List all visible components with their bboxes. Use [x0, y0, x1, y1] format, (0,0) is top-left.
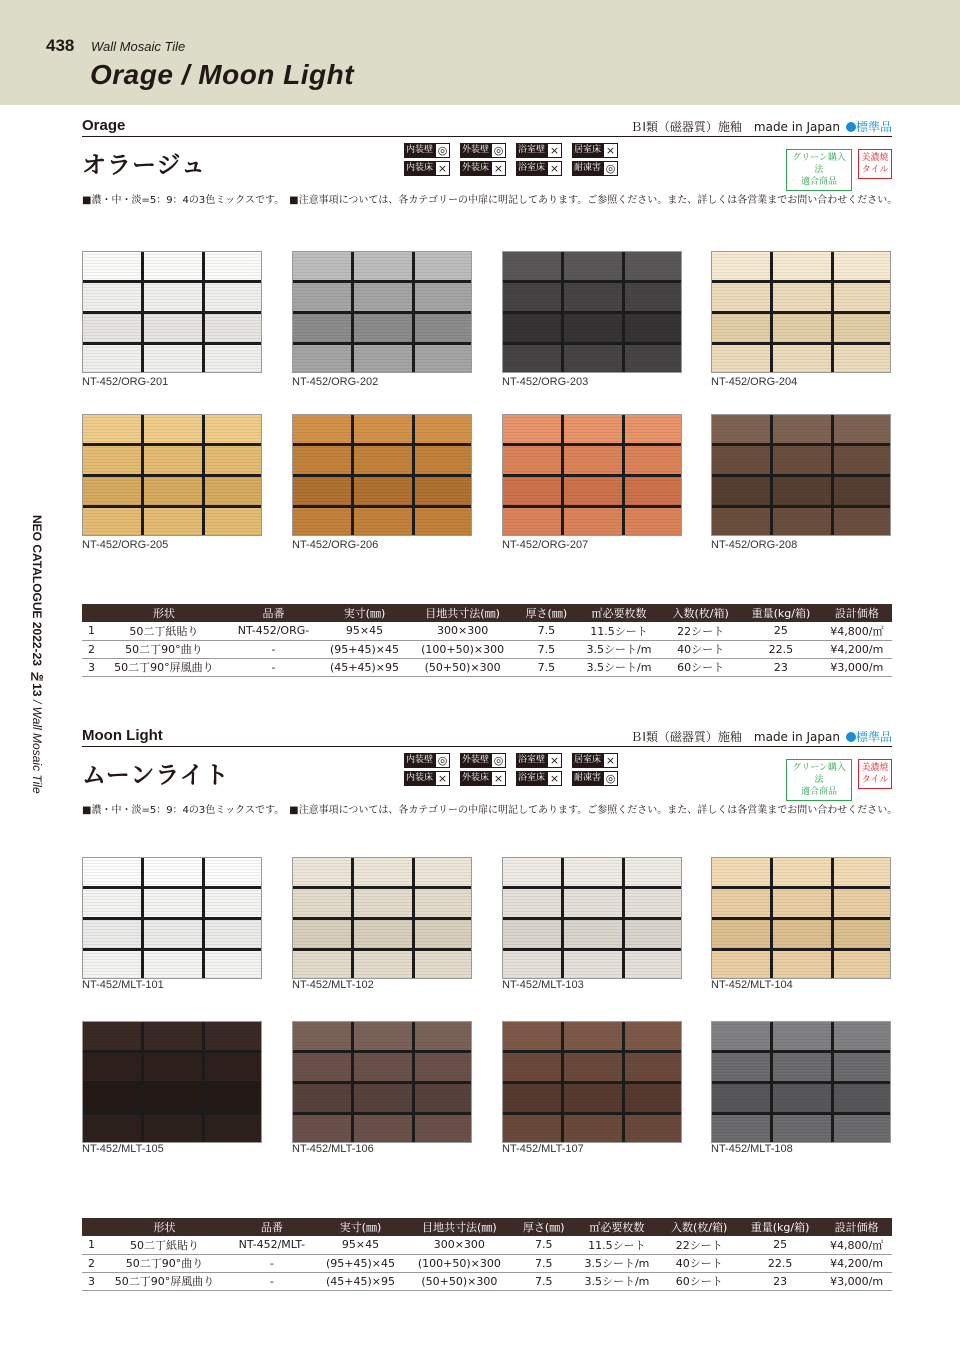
- tile-swatch: [82, 1021, 262, 1143]
- usage-mark: ◎: [491, 143, 506, 158]
- usage-label: 浴室壁: [516, 753, 547, 768]
- page-title: Orage / Moon Light: [90, 59, 355, 90]
- tile-swatch: [292, 414, 472, 536]
- usage-item: [516, 771, 562, 786]
- page-number: 438: [46, 36, 75, 55]
- table-cell: (45+45)×95: [320, 658, 410, 676]
- table-cell: 25: [739, 1236, 821, 1254]
- table-cell: 40シート: [661, 640, 740, 658]
- column-header: [82, 1218, 101, 1236]
- usage-item: [516, 143, 562, 158]
- usage-mark: ×: [603, 753, 618, 768]
- usage-label: 内装壁: [404, 143, 435, 158]
- column-header: 重量(kg/箱): [739, 1218, 821, 1236]
- tile-swatch: [502, 251, 682, 373]
- table-cell: ¥4,800/㎡: [821, 1236, 892, 1254]
- column-header: ㎡必要枚数: [574, 1218, 659, 1236]
- spec-table-moon-light: [82, 1218, 892, 1291]
- usage-label: 耐凍害: [572, 161, 603, 176]
- table-cell: (95+45)×45: [315, 1254, 405, 1272]
- table-cell: 3: [82, 658, 100, 676]
- section-name-en: Moon Light: [82, 727, 163, 744]
- section-name-en: Orage: [82, 117, 126, 134]
- table-cell: 300×300: [409, 622, 516, 640]
- column-header: 目地共寸法(㎜): [406, 1218, 514, 1236]
- spec-table-orage: [82, 604, 892, 677]
- green-purchase-badge: [786, 759, 852, 801]
- usage-label: 居室床: [572, 143, 603, 158]
- table-cell: 50二丁90°曲り: [100, 640, 227, 658]
- usage-mark: ◎: [435, 143, 450, 158]
- table-cell: 23: [740, 658, 822, 676]
- table-cell: 7.5: [516, 640, 577, 658]
- badge-green-line2: 適合商品: [800, 787, 837, 797]
- usage-item: [404, 143, 450, 158]
- usage-mark: ×: [547, 143, 562, 158]
- tile-swatch: [711, 1021, 891, 1143]
- table-cell: (50+50)×300: [406, 1272, 514, 1290]
- column-header: 重量(kg/箱): [740, 604, 822, 622]
- tile-code: NT-452/MLT-104: [711, 979, 793, 991]
- tile-swatch: [711, 857, 891, 979]
- tile-code: NT-452/ORG-203: [502, 376, 589, 388]
- standard-dot-icon: [846, 122, 856, 132]
- badge-red-line1: 美濃焼: [861, 153, 889, 163]
- usage-mark: ×: [547, 753, 562, 768]
- table-cell: ¥4,800/㎡: [822, 622, 892, 640]
- table-cell: -: [227, 658, 319, 676]
- badge-green-line2: 適合商品: [800, 177, 837, 187]
- usage-label: 浴室床: [516, 161, 547, 176]
- column-header: 厚さ(㎜): [513, 1218, 574, 1236]
- usage-mark: ◎: [435, 753, 450, 768]
- table-cell: 50二丁紙貼り: [101, 1236, 229, 1254]
- table-cell: 2: [82, 1254, 101, 1272]
- side-label-bold: NEO CATALOGUE 2022-23 №13: [30, 515, 44, 697]
- section-note: ■濃・中・淡=5：9：4の3色ミックスです。 ■注意事項については、各カテゴリーの中扉に明記してあります。ご参照ください。また、詳しくは各営業までお問い合わせください。: [82, 805, 898, 816]
- section-spec: [630, 728, 892, 745]
- usage-item: [572, 143, 618, 158]
- spec-text: ＢⅠ類（磁器質）施釉 made in Japan: [630, 730, 840, 744]
- table-cell: 95×45: [315, 1236, 405, 1254]
- table-cell: 22.5: [739, 1254, 821, 1272]
- table-cell: 60シート: [661, 658, 740, 676]
- column-header: 入数(枚/箱): [661, 604, 740, 622]
- usage-item: [404, 161, 450, 176]
- table-cell: 7.5: [513, 1254, 574, 1272]
- usage-label: 内装壁: [404, 753, 435, 768]
- table-cell: 300×300: [406, 1236, 514, 1254]
- mino-tile-badge: [858, 759, 892, 789]
- tile-swatch: [292, 1021, 472, 1143]
- usage-mark: ×: [603, 143, 618, 158]
- table-cell: 22.5: [740, 640, 822, 658]
- usage-item: [404, 771, 450, 786]
- table-cell: 7.5: [513, 1272, 574, 1290]
- section-spec: [630, 118, 892, 135]
- tile-code: NT-452/ORG-206: [292, 539, 379, 551]
- usage-item: [460, 753, 506, 768]
- table-cell: -: [228, 1272, 315, 1290]
- table-cell: 40シート: [659, 1254, 738, 1272]
- green-purchase-badge: [786, 149, 852, 191]
- usage-mark: ×: [435, 771, 450, 786]
- table-cell: 50二丁90°曲り: [101, 1254, 229, 1272]
- usage-mark: ◎: [491, 753, 506, 768]
- table-header-row: [82, 1218, 892, 1236]
- badge-green-line1: グリーン購入法: [792, 153, 846, 175]
- usage-label: 居室床: [572, 753, 603, 768]
- table-cell: (50+50)×300: [409, 658, 516, 676]
- column-header: 設計価格: [821, 1218, 892, 1236]
- tile-swatch: [82, 251, 262, 373]
- table-cell: 3.5シート/m: [574, 1254, 659, 1272]
- tile-swatch: [502, 414, 682, 536]
- usage-item: [516, 161, 562, 176]
- tile-code: NT-452/MLT-101: [82, 979, 164, 991]
- column-header: 形状: [101, 1218, 229, 1236]
- usage-mark: ×: [547, 161, 562, 176]
- table-cell: (95+45)×45: [320, 640, 410, 658]
- usage-mark: ◎: [603, 771, 618, 786]
- table-cell: 22シート: [659, 1236, 738, 1254]
- standard-label: 標準品: [855, 730, 892, 744]
- usage-mark: ◎: [603, 161, 618, 176]
- table-cell: 2: [82, 640, 100, 658]
- tile-code: NT-452/MLT-108: [711, 1143, 793, 1155]
- usage-item: [572, 753, 618, 768]
- usage-label: 外装床: [460, 161, 491, 176]
- tile-code: NT-452/ORG-204: [711, 376, 798, 388]
- table-cell: 50二丁90°屏風曲り: [101, 1272, 229, 1290]
- table-row: [82, 1236, 892, 1254]
- table-cell: (45+45)×95: [315, 1272, 405, 1290]
- tile-code: NT-452/ORG-202: [292, 376, 379, 388]
- category-label: Wall Mosaic Tile: [91, 39, 186, 54]
- tile-code: NT-452/MLT-105: [82, 1143, 164, 1155]
- tile-code: NT-452/ORG-201: [82, 376, 169, 388]
- tile-swatch: [82, 857, 262, 979]
- column-header: 目地共寸法(㎜): [409, 604, 516, 622]
- table-row: [82, 1272, 892, 1290]
- column-header: ㎡必要枚数: [577, 604, 662, 622]
- column-header: 品番: [227, 604, 319, 622]
- usage-label: 内装床: [404, 161, 435, 176]
- table-cell: -: [227, 640, 319, 658]
- column-header: [82, 604, 100, 622]
- tile-swatch: [711, 251, 891, 373]
- badge-red-line2: タイル: [861, 775, 889, 785]
- standard-label: 標準品: [855, 120, 892, 134]
- standard-dot-icon: [846, 732, 856, 742]
- column-header: 実寸(㎜): [320, 604, 410, 622]
- table-cell: ¥4,200/m: [821, 1254, 892, 1272]
- tile-code: NT-452/ORG-205: [82, 539, 169, 551]
- table-cell: ¥4,200/m: [822, 640, 892, 658]
- table-cell: 25: [740, 622, 822, 640]
- table-cell: 22シート: [661, 622, 740, 640]
- section-moon-light: [82, 723, 898, 823]
- column-header: 設計価格: [822, 604, 892, 622]
- table-cell: 11.5シート: [577, 622, 662, 640]
- table-cell: 60シート: [659, 1272, 738, 1290]
- section-note: ■濃・中・淡=5：9：4の3色ミックスです。 ■注意事項については、各カテゴリーの中扉に明記してあります。ご参照ください。また、詳しくは各営業までお問い合わせください。: [82, 195, 898, 206]
- table-cell: NT-452/MLT-: [228, 1236, 315, 1254]
- table-header-row: [82, 604, 892, 622]
- tile-swatch: [711, 414, 891, 536]
- column-header: 入数(枚/箱): [659, 1218, 738, 1236]
- table-cell: 1: [82, 1236, 101, 1254]
- table-cell: 50二丁紙貼り: [100, 622, 227, 640]
- tile-swatch: [292, 251, 472, 373]
- tile-code: NT-452/MLT-103: [502, 979, 584, 991]
- usage-label: 外装床: [460, 771, 491, 786]
- usage-label: 外装壁: [460, 753, 491, 768]
- table-cell: ¥3,000/m: [822, 658, 892, 676]
- table-cell: 95×45: [320, 622, 410, 640]
- usage-mark: ×: [547, 771, 562, 786]
- usage-label: 外装壁: [460, 143, 491, 158]
- table-cell: 7.5: [513, 1236, 574, 1254]
- usage-item: [572, 771, 618, 786]
- side-catalogue-label: [24, 515, 44, 794]
- table-row: [82, 640, 892, 658]
- table-cell: 3: [82, 1272, 101, 1290]
- table-cell: 3.5シート/m: [577, 640, 662, 658]
- section-header: [82, 113, 892, 137]
- tile-code: NT-452/MLT-107: [502, 1143, 584, 1155]
- usage-label: 浴室床: [516, 771, 547, 786]
- usage-label: 耐凍害: [572, 771, 603, 786]
- badge-red-line1: 美濃焼: [861, 763, 889, 773]
- mino-tile-badge: [858, 149, 892, 179]
- column-header: 厚さ(㎜): [516, 604, 577, 622]
- usage-mark: ×: [491, 771, 506, 786]
- table-cell: 23: [739, 1272, 821, 1290]
- tile-swatch: [502, 1021, 682, 1143]
- badge-green-line1: グリーン購入法: [792, 763, 846, 785]
- table-cell: 3.5シート/m: [577, 658, 662, 676]
- usage-label: 内装床: [404, 771, 435, 786]
- table-cell: (100+50)×300: [409, 640, 516, 658]
- badge-red-line2: タイル: [861, 165, 889, 175]
- usage-mark: ×: [491, 161, 506, 176]
- table-cell: NT-452/ORG-: [227, 622, 319, 640]
- tile-swatch: [82, 414, 262, 536]
- column-header: 品番: [228, 1218, 315, 1236]
- tile-code: NT-452/MLT-106: [292, 1143, 374, 1155]
- column-header: 実寸(㎜): [315, 1218, 405, 1236]
- section-name-jp: オラージュ: [82, 151, 207, 179]
- column-header: 形状: [100, 604, 227, 622]
- tile-swatch: [292, 857, 472, 979]
- table-cell: 50二丁90°屏風曲り: [100, 658, 227, 676]
- table-cell: -: [228, 1254, 315, 1272]
- usage-item: [460, 143, 506, 158]
- usage-item: [572, 161, 618, 176]
- usage-item: [516, 753, 562, 768]
- tile-code: NT-452/ORG-207: [502, 539, 589, 551]
- tile-swatch: [502, 857, 682, 979]
- tile-code: NT-452/MLT-102: [292, 979, 374, 991]
- usage-item: [404, 753, 450, 768]
- usage-item: [460, 161, 506, 176]
- usage-label: 浴室壁: [516, 143, 547, 158]
- table-row: [82, 622, 892, 640]
- usage-item: [460, 771, 506, 786]
- usage-mark: ×: [435, 161, 450, 176]
- table-cell: ¥3,000/m: [821, 1272, 892, 1290]
- table-cell: (100+50)×300: [406, 1254, 514, 1272]
- table-cell: 7.5: [516, 622, 577, 640]
- table-cell: 3.5シート/m: [574, 1272, 659, 1290]
- spec-text: ＢⅠ類（磁器質）施釉 made in Japan: [630, 120, 840, 134]
- side-label-italic: / Wall Mosaic Tile: [30, 696, 44, 794]
- table-cell: 1: [82, 622, 100, 640]
- table-cell: 7.5: [516, 658, 577, 676]
- table-cell: 11.5シート: [574, 1236, 659, 1254]
- table-row: [82, 658, 892, 676]
- section-name-jp: ムーンライト: [82, 761, 230, 789]
- section-orage: [82, 113, 898, 213]
- table-row: [82, 1254, 892, 1272]
- section-header: [82, 723, 892, 747]
- tile-code: NT-452/ORG-208: [711, 539, 798, 551]
